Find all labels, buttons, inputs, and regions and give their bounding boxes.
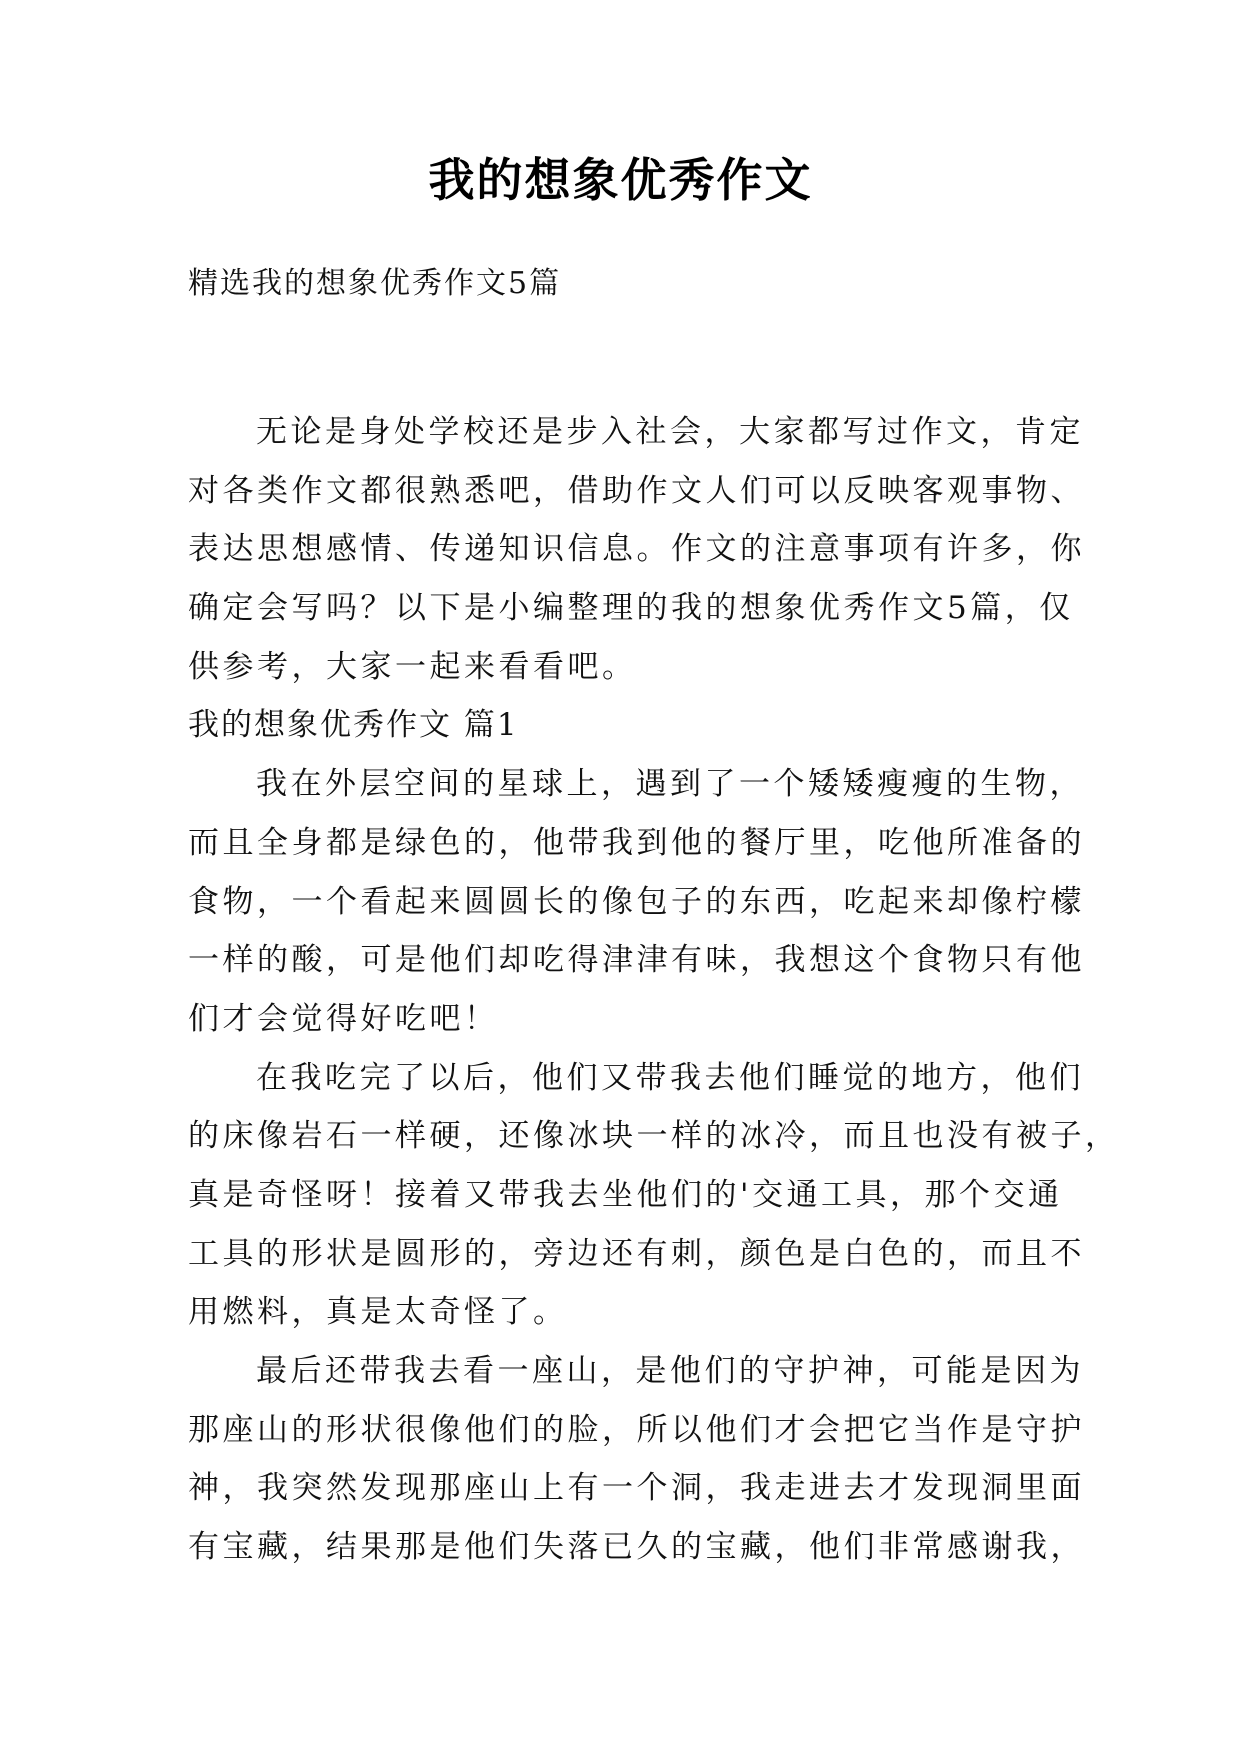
section-heading: 我的想象优秀作文 篇1 — [188, 707, 519, 744]
paragraph-line: 食物，一个看起来圆圆长的像包子的东西，吃起来却像柠檬 — [188, 883, 1085, 920]
paragraph-line: 们才会觉得好吃吧！ — [188, 1000, 499, 1037]
document-subtitle: 精选我的想象优秀作文5篇 — [188, 266, 562, 301]
paragraph-line: 最后还带我去看一座山，是他们的守护神，可能是因为 — [256, 1353, 1084, 1389]
paragraph-line: 有宝藏，结果那是他们失落已久的宝藏，他们非常感谢我， — [188, 1529, 1085, 1566]
paragraph-line: 那座山的形状很像他们的脸，所以他们才会把它当作是守护 — [188, 1411, 1085, 1448]
paragraph-line: 我在外层空间的星球上，遇到了一个矮矮瘦瘦的生物， — [256, 766, 1084, 803]
paragraph-line: 工具的形状是圆形的，旁边还有刺，颜色是白色的，而且不 — [188, 1235, 1085, 1272]
paragraph-line: 神，我突然发现那座山上有一个洞，我走进去才发现洞里面 — [188, 1470, 1085, 1507]
paragraph-line: 的床像岩石一样硬，还像冰块一样的冰冷，而且也没有被子， — [188, 1118, 1120, 1155]
paragraph-line: 确定会写吗？以下是小编整理的我的想象优秀作文5篇，仅 — [188, 590, 1074, 627]
document-title: 我的想象优秀作文 — [428, 153, 813, 207]
paragraph-line: 用燃料，真是太奇怪了。 — [188, 1294, 568, 1331]
document-body — [188, 403, 1120, 1577]
paragraph-line: 供参考，大家一起来看看吧。 — [188, 648, 637, 685]
paragraph-line: 无论是身处学校还是步入社会，大家都写过作文，肯定 — [256, 414, 1084, 450]
paragraph-line: 表达思想感情、传递知识信息。作文的注意事项有许多，你 — [188, 531, 1085, 568]
paragraph-line: 对各类作文都很熟悉吧，借助作文人们可以反映客观事物、 — [188, 472, 1085, 509]
paragraph-line: 真是奇怪呀！接着又带我去坐他们的'交通工具，那个交通 — [188, 1176, 1063, 1213]
paragraph-line: 在我吃完了以后，他们又带我去他们睡觉的地方，他们 — [256, 1059, 1084, 1096]
paragraph-line: 而且全身都是绿色的，他带我到他的餐厅里，吃他所准备的 — [188, 824, 1085, 861]
paragraph-line: 一样的酸，可是他们却吃得津津有味，我想这个食物只有他 — [188, 942, 1085, 979]
